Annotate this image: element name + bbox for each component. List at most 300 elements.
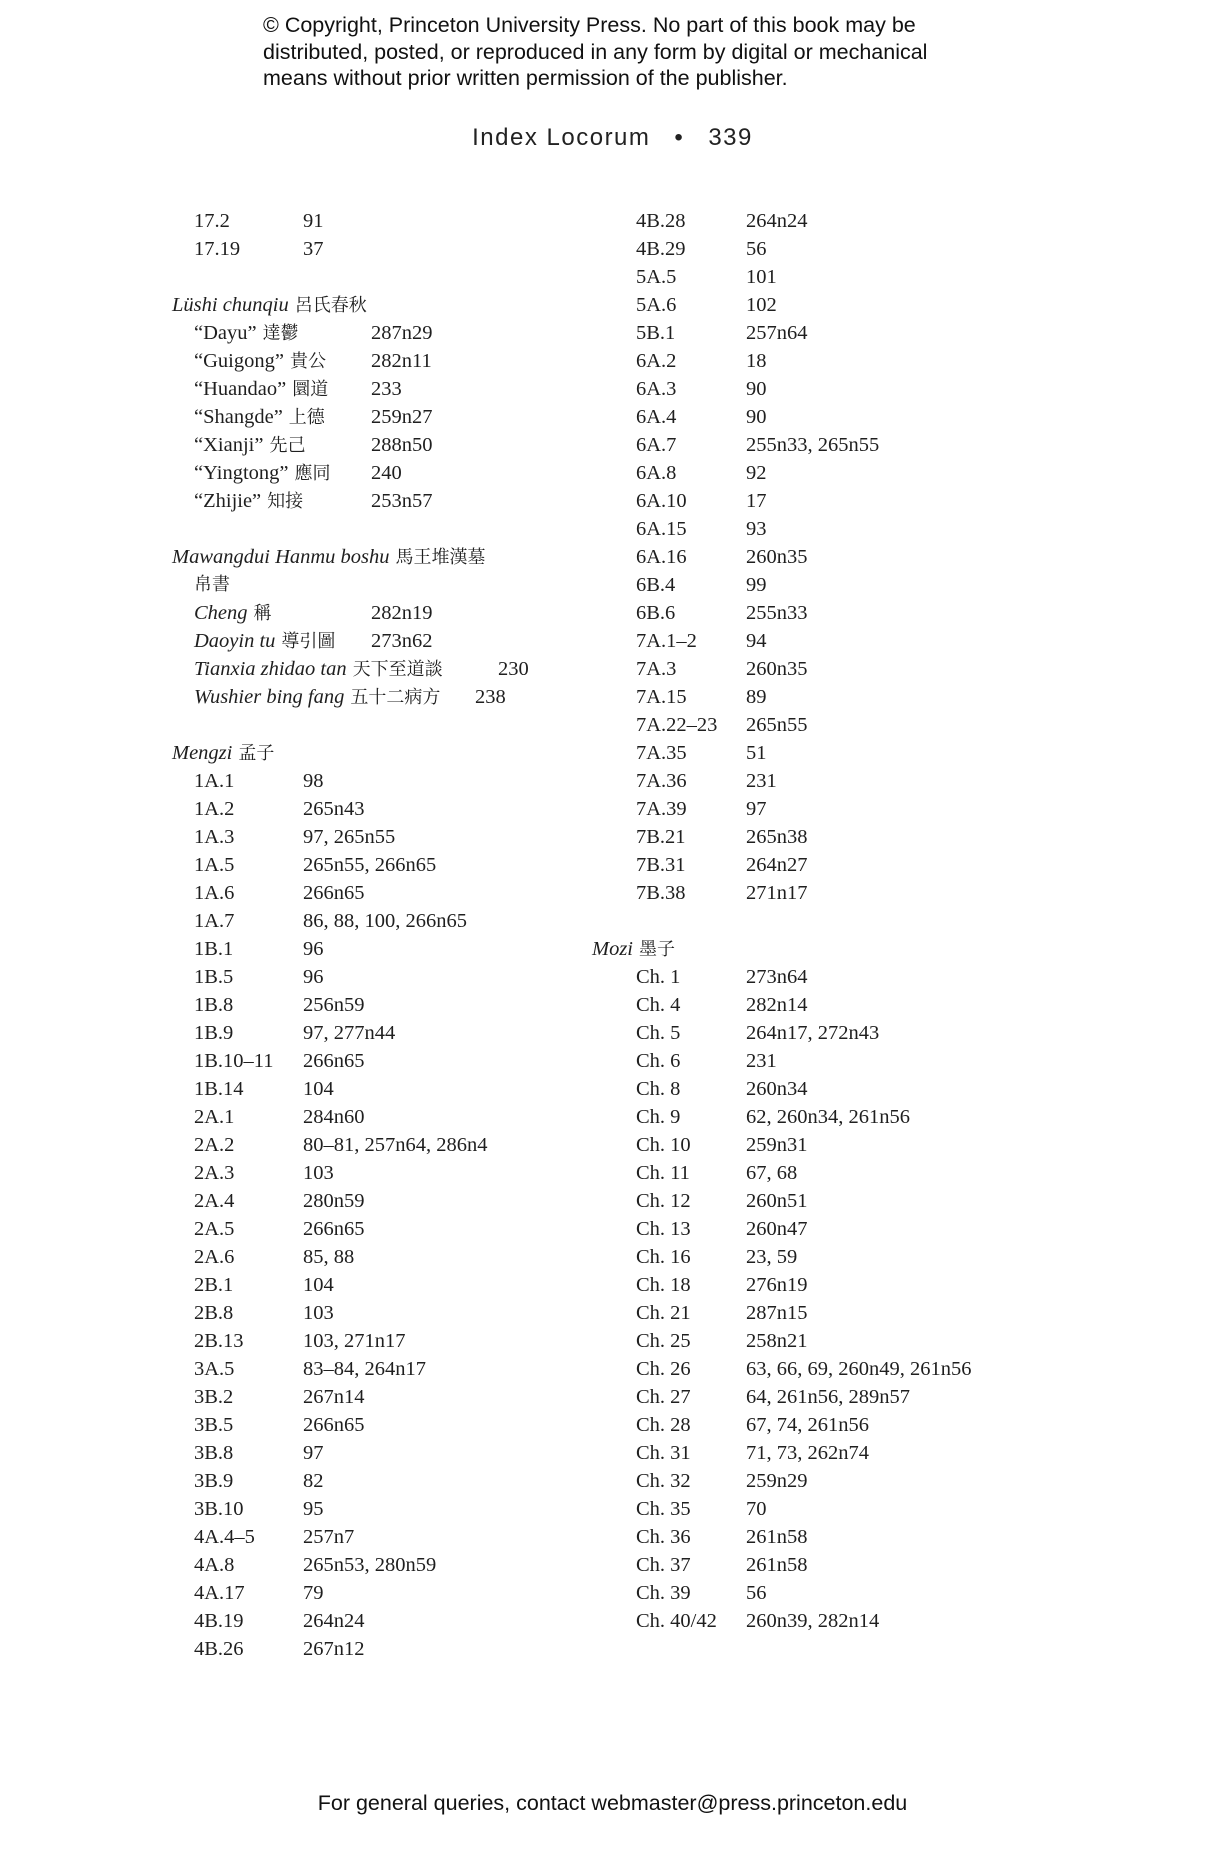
entry-ref-text: 3B.5 bbox=[194, 1414, 234, 1436]
entry-pages: 265n38 bbox=[746, 826, 808, 848]
entry-ref-text: 6B.6 bbox=[636, 602, 676, 624]
index-entry bbox=[614, 1551, 1044, 1579]
entry-pages: 266n65 bbox=[303, 1218, 365, 1240]
index-entry bbox=[614, 1159, 1044, 1187]
index-entry bbox=[172, 459, 602, 487]
index-entry bbox=[614, 1131, 1044, 1159]
entry-pages: 264n24 bbox=[303, 1610, 365, 1632]
index-entry bbox=[172, 1159, 602, 1187]
index-entry bbox=[614, 487, 1044, 515]
entry-pages: 266n65 bbox=[303, 1050, 365, 1072]
entry-pages: 97, 265n55 bbox=[303, 826, 396, 848]
entry-ref-text: Tianxia zhidao tan bbox=[194, 658, 347, 680]
entry-ref bbox=[194, 1355, 234, 1383]
entry-ref-text: Ch. 4 bbox=[636, 994, 681, 1016]
index-entry bbox=[614, 207, 1044, 235]
index-entry bbox=[172, 991, 602, 1019]
entry-ref-text: 1B.14 bbox=[194, 1078, 244, 1100]
entry-ref-text: Ch. 35 bbox=[636, 1498, 691, 1520]
entry-pages: 255n33, 265n55 bbox=[746, 434, 880, 456]
entry-pages: 79 bbox=[303, 1582, 324, 1604]
entry-pages: 86, 88, 100, 266n65 bbox=[303, 910, 467, 932]
entry-group-top bbox=[172, 207, 602, 263]
work-title: Mozi bbox=[592, 938, 633, 960]
entry-ref-text: 6B.4 bbox=[636, 574, 676, 596]
entry-ref-cjk: 應同 bbox=[294, 463, 331, 484]
entry-ref-text: “Yingtong” bbox=[194, 462, 289, 484]
entry-pages: 257n7 bbox=[303, 1526, 355, 1548]
entry-ref-text: 5A.5 bbox=[636, 266, 677, 288]
running-head-title: Index Locorum bbox=[472, 124, 651, 151]
entry-pages: 255n33 bbox=[746, 602, 808, 624]
entry-ref-text: “Xianji” bbox=[194, 434, 264, 456]
entry-ref bbox=[636, 375, 676, 403]
entry-ref bbox=[636, 1467, 691, 1495]
index-entry bbox=[172, 1383, 602, 1411]
entry-pages: 240 bbox=[371, 462, 402, 484]
entry-pages: 71, 73, 262n74 bbox=[746, 1442, 869, 1464]
entry-ref-text: 6A.4 bbox=[636, 406, 677, 428]
entry-pages: 265n53, 280n59 bbox=[303, 1554, 437, 1576]
entry-ref-text: 6A.16 bbox=[636, 546, 687, 568]
entry-pages: 97 bbox=[303, 1442, 324, 1464]
entry-pages: 92 bbox=[746, 462, 767, 484]
entry-ref bbox=[636, 963, 680, 991]
entry-ref bbox=[636, 235, 686, 263]
entry-pages: 264n17, 272n43 bbox=[746, 1022, 880, 1044]
entry-ref-text: 2B.8 bbox=[194, 1302, 234, 1324]
entry-ref-text: 6A.7 bbox=[636, 434, 677, 456]
entry-ref bbox=[636, 1439, 691, 1467]
entry-ref bbox=[636, 207, 686, 235]
entry-ref bbox=[636, 1495, 691, 1523]
index-entry bbox=[614, 1019, 1044, 1047]
entry-ref bbox=[636, 795, 687, 823]
entry-ref bbox=[636, 767, 687, 795]
entry-pages: 17 bbox=[746, 490, 767, 512]
entry-pages: 104 bbox=[303, 1274, 334, 1296]
index-entry bbox=[172, 347, 602, 375]
index-entry bbox=[614, 459, 1044, 487]
entry-pages: 104 bbox=[303, 1078, 334, 1100]
entry-ref-text: 1B.9 bbox=[194, 1022, 234, 1044]
entry-ref-text: Ch. 5 bbox=[636, 1022, 681, 1044]
entry-ref bbox=[636, 1299, 691, 1327]
index-entry bbox=[172, 655, 602, 683]
entry-ref-text: Wushier bing fang bbox=[194, 686, 345, 708]
entry-ref bbox=[636, 1355, 691, 1383]
entry-ref-text: 2A.6 bbox=[194, 1246, 235, 1268]
entry-ref-text: 6A.8 bbox=[636, 462, 677, 484]
index-entry bbox=[172, 1355, 602, 1383]
entry-ref-text: 6A.3 bbox=[636, 378, 677, 400]
entry-ref bbox=[194, 1159, 234, 1187]
index-entry bbox=[614, 879, 1044, 907]
index-entry bbox=[172, 1075, 602, 1103]
entry-pages: 260n47 bbox=[746, 1218, 808, 1240]
entry-ref bbox=[636, 1579, 691, 1607]
entry-pages: 273n62 bbox=[371, 630, 433, 652]
entry-ref-text: 2A.5 bbox=[194, 1218, 235, 1240]
entry-ref-text: 6A.10 bbox=[636, 490, 687, 512]
entry-ref bbox=[194, 1467, 233, 1495]
entry-ref-text: 4A.17 bbox=[194, 1582, 245, 1604]
work-title: Mawangdui Hanmu boshu bbox=[172, 546, 390, 568]
work-lushi-chunqiu bbox=[172, 291, 602, 515]
entry-ref bbox=[194, 599, 272, 628]
entry-ref bbox=[194, 487, 303, 516]
entry-pages: 64, 261n56, 289n57 bbox=[746, 1386, 910, 1408]
entry-pages: 266n65 bbox=[303, 1414, 365, 1436]
entry-ref-text: Ch. 11 bbox=[636, 1162, 690, 1184]
entry-ref bbox=[636, 991, 680, 1019]
entry-ref bbox=[636, 1103, 680, 1131]
entry-ref-text: 7B.31 bbox=[636, 854, 686, 876]
entry-ref-text: Ch. 36 bbox=[636, 1526, 691, 1548]
index-entry bbox=[172, 1215, 602, 1243]
entry-pages: 56 bbox=[746, 1582, 767, 1604]
entry-ref-text: Daoyin tu bbox=[194, 630, 276, 652]
entry-pages: 238 bbox=[475, 686, 506, 708]
entry-ref-text: Ch. 21 bbox=[636, 1302, 691, 1324]
index-entry bbox=[614, 1579, 1044, 1607]
entry-ref bbox=[194, 795, 234, 823]
work-title-cjk: 孟子 bbox=[238, 743, 275, 764]
entry-ref-text: 4A.4–5 bbox=[194, 1526, 255, 1548]
entry-ref-text: 3B.8 bbox=[194, 1442, 234, 1464]
entry-ref bbox=[636, 487, 687, 515]
entry-ref-text: 3A.5 bbox=[194, 1358, 235, 1380]
index-entry bbox=[172, 375, 602, 403]
entry-ref bbox=[636, 655, 676, 683]
index-entry bbox=[614, 1243, 1044, 1271]
index-entry bbox=[614, 1271, 1044, 1299]
entry-ref: 17.19 bbox=[194, 238, 241, 260]
entry-ref bbox=[194, 1103, 234, 1131]
index-entry bbox=[172, 403, 602, 431]
work-heading bbox=[172, 739, 602, 767]
entry-ref-text: 4B.28 bbox=[636, 210, 686, 232]
entry-ref-text: 7A.1–2 bbox=[636, 630, 697, 652]
index-entry bbox=[614, 767, 1044, 795]
entry-pages: 103, 271n17 bbox=[303, 1330, 406, 1352]
entry-pages: 282n19 bbox=[371, 602, 433, 624]
work-heading bbox=[592, 935, 1044, 963]
entry-ref bbox=[636, 1019, 680, 1047]
entry-ref bbox=[194, 879, 234, 907]
index-entry bbox=[614, 431, 1044, 459]
entry-ref bbox=[636, 291, 676, 319]
entry-ref-text: Ch. 26 bbox=[636, 1358, 691, 1380]
entry-ref-text: Ch. 8 bbox=[636, 1078, 681, 1100]
index-entry bbox=[614, 711, 1044, 739]
index-entry bbox=[614, 1187, 1044, 1215]
index-entry bbox=[614, 347, 1044, 375]
entry-ref-text: 1A.7 bbox=[194, 910, 235, 932]
entry-ref-text: “Dayu” bbox=[194, 322, 257, 344]
entry-ref bbox=[636, 627, 697, 655]
entry-ref bbox=[194, 1579, 245, 1607]
entry-ref bbox=[636, 1523, 691, 1551]
entry-pages: 233 bbox=[371, 378, 402, 400]
entry-ref bbox=[194, 459, 331, 488]
entry-ref bbox=[194, 1299, 233, 1327]
entry-ref bbox=[194, 1635, 244, 1663]
entry-pages: 67, 74, 261n56 bbox=[746, 1414, 869, 1436]
entry-ref bbox=[636, 1327, 691, 1355]
index-entry bbox=[172, 1607, 602, 1635]
index-entry bbox=[172, 1047, 602, 1075]
entry-pages: 287n29 bbox=[371, 322, 433, 344]
entry-ref bbox=[194, 963, 233, 991]
work-heading bbox=[172, 291, 602, 319]
entry-pages: 97, 277n44 bbox=[303, 1022, 396, 1044]
entry-ref-text: Ch. 1 bbox=[636, 966, 681, 988]
entry-ref bbox=[194, 991, 233, 1019]
entry-pages: 271n17 bbox=[746, 882, 808, 904]
entry-ref bbox=[194, 683, 440, 712]
entry-pages: 96 bbox=[303, 938, 324, 960]
entry-pages: 265n55, 266n65 bbox=[303, 854, 437, 876]
index-entry bbox=[172, 1579, 602, 1607]
entry-ref bbox=[194, 823, 234, 851]
entry-ref-text: “Zhijie” bbox=[194, 490, 262, 512]
entry-ref-text: 1A.5 bbox=[194, 854, 235, 876]
entry-ref bbox=[194, 1215, 234, 1243]
entry-ref-text: 7B.38 bbox=[636, 882, 686, 904]
entry-pages: 97 bbox=[746, 798, 767, 820]
entry-pages: 63, 66, 69, 260n49, 261n56 bbox=[746, 1358, 972, 1380]
entry-ref bbox=[194, 319, 299, 348]
entry-pages: 230 bbox=[498, 658, 529, 680]
index-entry bbox=[172, 1495, 602, 1523]
entry-ref bbox=[194, 1243, 234, 1271]
entry-pages: 287n15 bbox=[746, 1302, 808, 1324]
entry-pages: 267n14 bbox=[303, 1386, 365, 1408]
entry-ref-text: 5A.6 bbox=[636, 294, 677, 316]
index-entry bbox=[614, 739, 1044, 767]
entry-ref bbox=[194, 403, 325, 432]
copyright-line: distributed, posted, or reproduced in any form by digital or mechanical bbox=[263, 39, 928, 64]
entry-ref bbox=[194, 1495, 244, 1523]
entry-ref-text: “Guigong” bbox=[194, 350, 284, 372]
entry-pages: 99 bbox=[746, 574, 767, 596]
entry-ref-text: 2A.3 bbox=[194, 1162, 235, 1184]
entry-pages: 253n57 bbox=[371, 490, 433, 512]
entry-ref bbox=[636, 879, 686, 907]
entry-ref bbox=[636, 823, 686, 851]
entry-pages: 258n21 bbox=[746, 1330, 808, 1352]
index-entry bbox=[172, 235, 602, 263]
entry-ref-text: Ch. 40/42 bbox=[636, 1610, 717, 1632]
entry-ref-text: Ch. 16 bbox=[636, 1246, 691, 1268]
entry-ref bbox=[194, 1187, 234, 1215]
entry-ref bbox=[194, 431, 305, 460]
work-title: Mengzi bbox=[172, 742, 233, 764]
index-entry bbox=[614, 375, 1044, 403]
index-entry bbox=[172, 1523, 602, 1551]
index-entry bbox=[614, 1467, 1044, 1495]
entry-pages: 273n64 bbox=[746, 966, 808, 988]
entry-ref-cjk: 上德 bbox=[288, 407, 325, 428]
entry-ref bbox=[194, 347, 326, 376]
entry-ref-text: Ch. 6 bbox=[636, 1050, 681, 1072]
index-entry bbox=[172, 1299, 602, 1327]
entry-pages: 83–84, 264n17 bbox=[303, 1358, 426, 1380]
entry-pages: 98 bbox=[303, 770, 324, 792]
entry-ref-cjk: 稱 bbox=[253, 603, 272, 624]
entry-pages: 89 bbox=[746, 686, 767, 708]
entry-pages: 93 bbox=[746, 518, 767, 540]
index-entry bbox=[614, 235, 1044, 263]
work-mozi bbox=[592, 935, 1044, 1635]
entry-ref-cjk: 導引圖 bbox=[281, 631, 336, 652]
entry-ref bbox=[636, 739, 687, 767]
footer-contact: For general queries, contact webmaster@press.princeton.edu bbox=[317, 1791, 908, 1815]
entry-ref-text: Ch. 32 bbox=[636, 1470, 691, 1492]
entry-ref-text: “Huandao” bbox=[194, 378, 287, 400]
entry-pages: 260n51 bbox=[746, 1190, 808, 1212]
entry-pages: 62, 260n34, 261n56 bbox=[746, 1106, 910, 1128]
entry-ref-text: 1B.10–11 bbox=[194, 1050, 274, 1072]
index-column-right bbox=[592, 207, 1044, 1635]
index-entry bbox=[172, 1635, 602, 1663]
entry-pages: 257n64 bbox=[746, 322, 808, 344]
index-entry bbox=[614, 655, 1044, 683]
entry-ref-cjk: 達鬱 bbox=[262, 323, 299, 344]
entry-ref-text: 4B.19 bbox=[194, 1610, 244, 1632]
entry-ref bbox=[636, 1383, 691, 1411]
entry-ref bbox=[636, 347, 676, 375]
entry-ref-text: 3B.2 bbox=[194, 1386, 234, 1408]
entry-ref bbox=[636, 1551, 691, 1579]
entry-ref bbox=[636, 1411, 691, 1439]
index-entry bbox=[172, 487, 602, 515]
entry-ref bbox=[194, 1439, 233, 1467]
entry-pages: 282n11 bbox=[371, 350, 432, 372]
entry-ref-cjk: 知接 bbox=[267, 491, 304, 512]
entry-ref bbox=[636, 1131, 691, 1159]
entry-ref-text: 3B.10 bbox=[194, 1498, 244, 1520]
index-entry bbox=[614, 291, 1044, 319]
copyright-notice bbox=[263, 12, 1023, 92]
index-entry bbox=[614, 319, 1044, 347]
entry-pages: 91 bbox=[303, 210, 324, 232]
entry-pages: 264n27 bbox=[746, 854, 808, 876]
entry-pages: 103 bbox=[303, 1162, 334, 1184]
index-entry bbox=[172, 1551, 602, 1579]
entry-ref-text: Ch. 25 bbox=[636, 1330, 691, 1352]
index-entry bbox=[172, 823, 602, 851]
index-entry bbox=[614, 1075, 1044, 1103]
entry-ref bbox=[194, 627, 335, 656]
entry-ref-text: 3B.9 bbox=[194, 1470, 234, 1492]
entry-ref-text: 7A.39 bbox=[636, 798, 687, 820]
work-title-cjk: 馬王堆漢墓 bbox=[395, 547, 486, 568]
entry-pages: 90 bbox=[746, 406, 767, 428]
work-mengzi-continued bbox=[614, 207, 1044, 907]
entry-ref bbox=[636, 599, 675, 627]
entry-ref bbox=[194, 375, 328, 404]
entry-pages: 259n31 bbox=[746, 1134, 808, 1156]
index-entry bbox=[614, 571, 1044, 599]
work-heading bbox=[172, 543, 602, 571]
entry-pages: 101 bbox=[746, 266, 777, 288]
entry-ref bbox=[194, 851, 234, 879]
entry-pages: 94 bbox=[746, 630, 767, 652]
entry-ref-text: 2A.4 bbox=[194, 1190, 235, 1212]
entry-ref-cjk: 先己 bbox=[269, 435, 306, 456]
entry-pages: 82 bbox=[303, 1470, 324, 1492]
index-entry bbox=[614, 1103, 1044, 1131]
index-entry bbox=[614, 1411, 1044, 1439]
index-entry bbox=[172, 1271, 602, 1299]
index-entry bbox=[614, 991, 1044, 1019]
entry-ref-text: 7A.3 bbox=[636, 658, 677, 680]
entry-ref bbox=[636, 515, 687, 543]
work-title: Lüshi chunqiu bbox=[172, 294, 289, 316]
index-entry bbox=[172, 907, 602, 935]
entry-pages: 261n58 bbox=[746, 1554, 808, 1576]
index-entry bbox=[172, 627, 602, 655]
entry-pages: 70 bbox=[746, 1498, 767, 1520]
entry-ref bbox=[194, 1523, 255, 1551]
index-entry bbox=[614, 1215, 1044, 1243]
entry-ref-text: Ch. 9 bbox=[636, 1106, 681, 1128]
entry-ref-text: 7A.15 bbox=[636, 686, 687, 708]
index-entry bbox=[614, 263, 1044, 291]
entry-ref bbox=[194, 1383, 233, 1411]
entry-ref bbox=[194, 1327, 244, 1355]
entry-ref-text: 7B.21 bbox=[636, 826, 686, 848]
entry-ref bbox=[636, 1607, 717, 1635]
entry-ref-text: 6A.2 bbox=[636, 350, 677, 372]
index-entry bbox=[172, 879, 602, 907]
index-entry bbox=[614, 1299, 1044, 1327]
entry-ref-cjk: 貴公 bbox=[289, 351, 326, 372]
running-head-separator: • bbox=[674, 124, 685, 151]
entry-ref-text: 6A.15 bbox=[636, 518, 687, 540]
entry-ref-cjk: 圜道 bbox=[292, 379, 329, 400]
entry-ref bbox=[194, 1047, 274, 1075]
entry-ref bbox=[636, 319, 675, 347]
index-entry bbox=[172, 1467, 602, 1495]
entry-ref-text: 1A.3 bbox=[194, 826, 235, 848]
index-entry bbox=[172, 767, 602, 795]
entry-pages: 37 bbox=[303, 238, 324, 260]
index-entry bbox=[172, 431, 602, 459]
entry-pages: 260n35 bbox=[746, 546, 808, 568]
work-mawangdui bbox=[172, 543, 602, 711]
entry-ref bbox=[194, 1075, 244, 1103]
entry-pages: 259n29 bbox=[746, 1470, 808, 1492]
entry-pages: 265n55 bbox=[746, 714, 808, 736]
index-entry bbox=[172, 795, 602, 823]
entry-pages: 260n35 bbox=[746, 658, 808, 680]
entry-ref bbox=[636, 263, 676, 291]
index-entry bbox=[614, 543, 1044, 571]
entry-pages: 95 bbox=[303, 1498, 324, 1520]
entry-pages: 103 bbox=[303, 1302, 334, 1324]
running-head bbox=[0, 124, 1225, 152]
entry-ref-text: Ch. 13 bbox=[636, 1218, 691, 1240]
entry-ref bbox=[636, 1215, 691, 1243]
entry-pages: 80–81, 257n64, 286n4 bbox=[303, 1134, 488, 1156]
entry-ref bbox=[194, 1019, 233, 1047]
entry-ref bbox=[636, 459, 676, 487]
entry-pages: 231 bbox=[746, 770, 777, 792]
entry-ref-text: 4A.8 bbox=[194, 1554, 235, 1576]
